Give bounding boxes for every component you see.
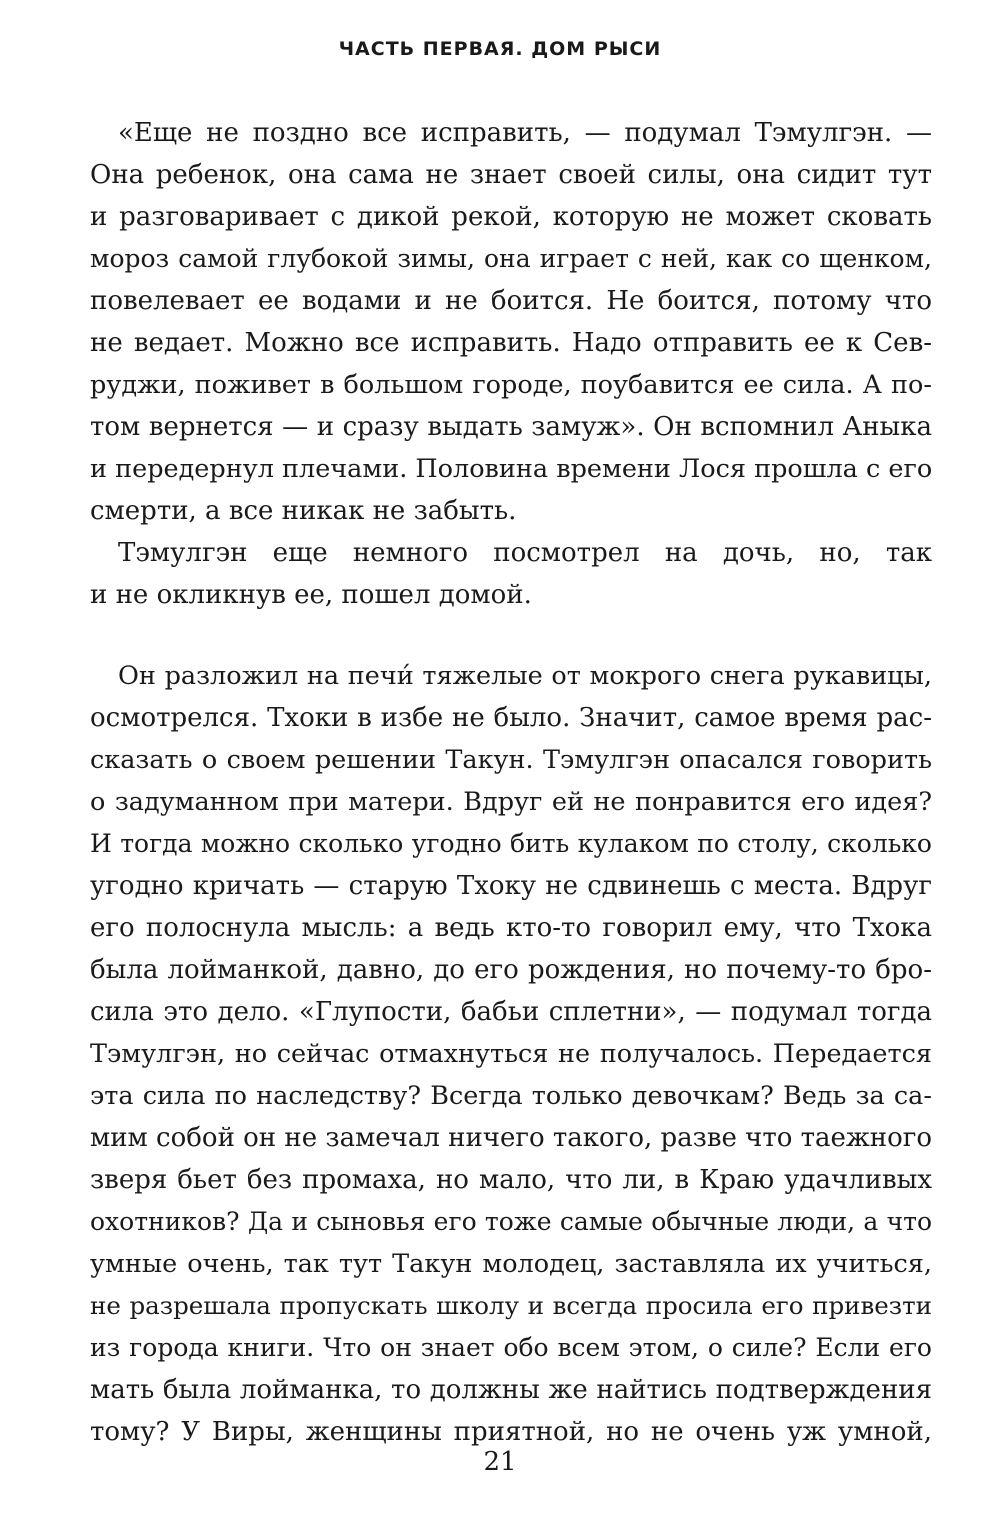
text-line: смерти, а все никак не забыть. [90,496,517,526]
text-line: и разговаривает с дикой рекой, которую не может сковать [90,202,932,232]
text-line: угодно кричать — старую Тхоку не сдвинешь с места. Вдруг [90,871,932,901]
text-line: мать была лойманка, то должны же найтись подтверждения [90,1375,932,1405]
page-number: 21 [483,1447,517,1477]
text-line: была лойманкой, давно, до его рождения, но почему-то бро- [90,955,932,985]
text-line: мороз самой глубокой зимы, она играет с ней, как со щенком, [90,244,932,273]
text-line: тому? У Виры, женщины приятной, но не очень уж умной, [90,1417,932,1447]
text-line: эта сила по наследству? Всегда только девочкам? Ведь за са- [90,1081,932,1111]
text-line: и не окликнув ее, пошел домой. [90,580,532,610]
text-line: руджи, поживет в большом городе, поубавится ее сила. А по- [90,370,932,400]
text-line: Тэмулгэн еще немного посмотрел на дочь, но, так [118,538,932,568]
text-line: осмотрелся. Тхоки в избе не было. Значит, самое время рас- [90,703,932,733]
text-line: зверя бьет без промаха, но мало, что ли, в Краю удачливых [90,1165,932,1195]
text-line: и передернул плечами. Половина времени Лося прошла с его [90,454,933,484]
text-line: его полоснула мысль: а ведь кто-то говорил ему, что Тхока [90,913,932,943]
text-line: не ведает. Можно все исправить. Надо отправить ее к Сев- [90,328,932,358]
text-line: Тэмулгэн, но сейчас отмахнуться не получалось. Передается [90,1039,932,1069]
text-line: И тогда можно сколько угодно бить кулаком по столу, сколько [90,829,932,858]
text-line: том вернется — и сразу выдать замуж». Он вспомнил Аныка [90,412,932,442]
text-line: Она ребенок, она сама не знает своей силы, она сидит тут [90,160,932,190]
text-line: о задуманном при матери. Вдруг ей не понравится его идея? [90,787,932,817]
text-line: охотников? Да и сыновья его тоже самые обычные люди, а что [90,1207,932,1236]
text-line: умные очень, так тут Такун молодец, заставляла их учиться, [90,1249,932,1279]
text-line: повелевает ее водами и не боится. Не боится, потому что [90,286,932,316]
text-block-lower [90,655,932,1453]
text-block-upper [90,112,932,616]
text-line: сила это дело. «Глупости, бабьи сплетни», — подумал тогда [90,997,932,1027]
text-line: не разрешала пропускать школу и всегда просила его привезти [90,1291,932,1320]
text-line: мим собой он не замечал ничего такого, разве что таежного [90,1123,933,1153]
text-line: из города книги. Что он знает обо всем этом, о силе? Если его [90,1333,932,1362]
running-head: ЧАСТЬ ПЕРВАЯ. ДОМ РЫСИ [338,38,662,60]
text-line: «Еще не поздно все исправить, — подумал Тэмулгэн. — [118,118,932,148]
text-line: Он разложил на печи́ тяжелые от мокрого снега рукавицы, [118,661,932,691]
text-line: сказать о своем решении Такун. Тэмулгэн опасался говорить [90,745,932,775]
